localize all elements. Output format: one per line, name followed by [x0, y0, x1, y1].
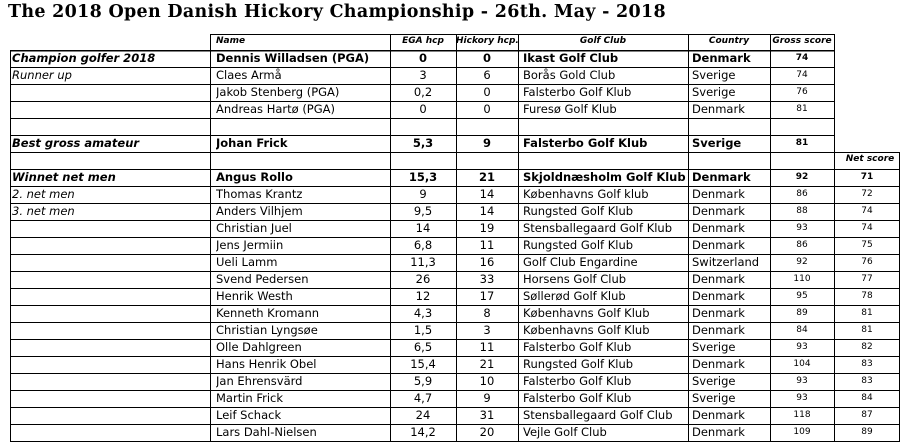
- header-hickory-hcp: Hickory hcp.: [456, 36, 519, 46]
- row-gross-score: 92: [795, 172, 809, 182]
- row-golf-club: Falsterbo Golf Klub: [523, 136, 648, 150]
- row-gross-score: 109: [793, 427, 811, 437]
- row-name: Anders Vilhjem: [216, 204, 303, 218]
- row-golf-club: Falsterbo Golf Klub: [523, 391, 632, 405]
- row-gross-score: 89: [796, 308, 808, 318]
- row-hickory-hcp: 31: [479, 408, 495, 422]
- row-category: 2. net men: [12, 187, 75, 201]
- row-ega-hcp: 0,2: [413, 85, 433, 99]
- row-gross-score: 92: [796, 257, 808, 267]
- row-ega-hcp: 15,4: [410, 357, 436, 371]
- row-ega-hcp: 0: [418, 51, 427, 65]
- header-country: Country: [708, 36, 750, 46]
- row-golf-club: Horsens Golf Club: [523, 272, 627, 286]
- row-name: Johan Frick: [216, 136, 288, 150]
- row-country: Denmark: [692, 187, 745, 201]
- row-hickory-hcp: 16: [479, 255, 495, 269]
- row-net-score: 84: [861, 393, 873, 403]
- row-name: Martin Frick: [216, 391, 284, 405]
- row-ega-hcp: 6,5: [413, 340, 433, 354]
- row-ega-hcp: 0: [419, 102, 427, 116]
- row-ega-hcp: 5,3: [412, 136, 434, 150]
- row-name: Jens Jermiin: [216, 238, 284, 252]
- row-name: Jakob Stenberg (PGA): [216, 85, 340, 99]
- row-gross-score: 93: [796, 342, 808, 352]
- row-name: Thomas Krantz: [216, 187, 303, 201]
- row-name: Christian Juel: [216, 221, 292, 235]
- row-hickory-hcp: 10: [479, 374, 495, 388]
- row-gross-score: 93: [796, 223, 808, 233]
- row-country: Denmark: [692, 306, 745, 320]
- row-gross-score: 74: [795, 53, 809, 63]
- row-category: Winnet net men: [12, 170, 116, 184]
- row-gross-score: 81: [796, 104, 808, 114]
- row-country: Denmark: [692, 204, 745, 218]
- row-ega-hcp: 11,3: [410, 255, 436, 269]
- row-ega-hcp: 14: [415, 221, 431, 235]
- page-title: The 2018 Open Danish Hickory Championship - 26th. May - 2018: [8, 2, 666, 22]
- header-net-score: Net score: [845, 154, 895, 164]
- row-hickory-hcp: 0: [483, 102, 491, 116]
- row-country: Denmark: [692, 425, 745, 439]
- row-ega-hcp: 15,3: [408, 170, 438, 184]
- row-ega-hcp: 24: [415, 408, 431, 422]
- row-category: 3. net men: [12, 204, 75, 218]
- row-net-score: 76: [861, 257, 873, 267]
- row-country: Denmark: [692, 289, 745, 303]
- row-hickory-hcp: 9: [483, 391, 491, 405]
- row-name: Jan Ehrensvärd: [216, 374, 303, 388]
- row-category: Champion golfer 2018: [12, 51, 156, 65]
- row-golf-club: Falsterbo Golf Klub: [523, 340, 632, 354]
- row-gross-score: 86: [796, 240, 808, 250]
- row-golf-club: Falsterbo Golf Klub: [523, 374, 632, 388]
- row-golf-club: Rungsted Golf Klub: [523, 357, 634, 371]
- row-name: Lars Dahl-Nielsen: [216, 425, 317, 439]
- row-ega-hcp: 9,5: [413, 204, 433, 218]
- row-hickory-hcp: 11: [479, 238, 495, 252]
- row-name: Christian Lyngsøe: [216, 323, 318, 337]
- row-net-score: 83: [861, 359, 873, 369]
- row-gross-score: 88: [796, 206, 808, 216]
- row-net-score: 81: [861, 308, 873, 318]
- row-golf-club: Skjoldnæsholm Golf Klub: [523, 170, 686, 184]
- row-gross-score: 84: [796, 325, 808, 335]
- row-name: Dennis Willadsen (PGA): [216, 51, 370, 65]
- row-hickory-hcp: 9: [482, 136, 491, 150]
- row-net-score: 81: [861, 325, 873, 335]
- row-hickory-hcp: 20: [479, 425, 495, 439]
- row-country: Sverige: [692, 391, 736, 405]
- row-hickory-hcp: 11: [479, 340, 495, 354]
- row-hickory-hcp: 21: [478, 170, 495, 184]
- row-hickory-hcp: 3: [483, 323, 491, 337]
- row-name: Henrik Westh: [216, 289, 293, 303]
- row-golf-club: Ikast Golf Club: [523, 51, 619, 65]
- row-golf-club: Falsterbo Golf Klub: [523, 85, 632, 99]
- row-country: Sverige: [692, 340, 736, 354]
- row-country: Denmark: [692, 408, 745, 422]
- row-name: Kenneth Kromann: [216, 306, 320, 320]
- row-country: Denmark: [692, 221, 745, 235]
- row-net-score: 74: [861, 206, 873, 216]
- row-ega-hcp: 12: [415, 289, 431, 303]
- row-net-score: 78: [861, 291, 873, 301]
- row-name: Angus Rollo: [216, 170, 293, 184]
- row-net-score: 83: [861, 376, 873, 386]
- row-net-score: 77: [861, 274, 873, 284]
- row-hickory-hcp: 8: [483, 306, 491, 320]
- row-golf-club: Rungsted Golf Klub: [523, 238, 634, 252]
- row-category: Best gross amateur: [12, 136, 140, 150]
- row-golf-club: Borås Gold Club: [523, 68, 616, 82]
- row-name: Leif Schack: [216, 408, 282, 422]
- row-ega-hcp: 26: [415, 272, 431, 286]
- row-country: Sverige: [692, 374, 736, 388]
- row-golf-club: Stensballegaard Golf Klub: [523, 221, 673, 235]
- row-ega-hcp: 14,2: [410, 425, 436, 439]
- row-name: Ueli Lamm: [216, 255, 278, 269]
- row-ega-hcp: 9: [419, 187, 427, 201]
- row-gross-score: 86: [796, 189, 808, 199]
- row-hickory-hcp: 14: [479, 187, 495, 201]
- row-golf-club: Stensballegaard Golf Club: [523, 408, 673, 422]
- row-country: Sverige: [692, 136, 742, 150]
- row-country: Sverige: [692, 85, 736, 99]
- row-gross-score: 104: [793, 359, 811, 369]
- row-country: Denmark: [692, 102, 745, 116]
- row-net-score: 74: [861, 223, 873, 233]
- row-golf-club: Københavns Golf klub: [523, 187, 649, 201]
- row-net-score: 87: [861, 410, 873, 420]
- row-country: Denmark: [692, 170, 751, 184]
- row-golf-club: Søllerød Golf Klub: [523, 289, 626, 303]
- row-name: Andreas Hartø (PGA): [216, 102, 336, 116]
- row-name: Olle Dahlgreen: [216, 340, 302, 354]
- row-category: Runner up: [12, 68, 72, 82]
- row-ega-hcp: 4,7: [413, 391, 433, 405]
- row-golf-club: Rungsted Golf Klub: [523, 204, 634, 218]
- row-gross-score: 110: [793, 274, 811, 284]
- row-gross-score: 74: [796, 70, 808, 80]
- row-gross-score: 81: [795, 138, 809, 148]
- row-golf-club: Golf Club Engardine: [523, 255, 638, 269]
- row-gross-score: 93: [796, 393, 808, 403]
- row-gross-score: 93: [796, 376, 808, 386]
- row-golf-club: Københavns Golf Klub: [523, 323, 650, 337]
- header-name: Name: [216, 36, 246, 46]
- row-country: Denmark: [692, 323, 745, 337]
- header-golf-club: Golf Club: [579, 36, 627, 46]
- row-hickory-hcp: 17: [479, 289, 495, 303]
- row-country: Denmark: [692, 51, 751, 65]
- row-ega-hcp: 4,3: [413, 306, 433, 320]
- row-gross-score: 76: [796, 87, 808, 97]
- row-golf-club: Vejle Golf Club: [523, 425, 607, 439]
- row-country: Denmark: [692, 238, 745, 252]
- row-country: Denmark: [692, 272, 745, 286]
- row-net-score: 72: [861, 189, 873, 199]
- row-net-score: 89: [861, 427, 873, 437]
- row-hickory-hcp: 6: [483, 68, 491, 82]
- row-ega-hcp: 5,9: [413, 374, 433, 388]
- row-country: Sverige: [692, 68, 736, 82]
- row-net-score: 75: [861, 240, 873, 250]
- row-name: Svend Pedersen: [216, 272, 309, 286]
- row-hickory-hcp: 21: [479, 357, 495, 371]
- row-net-score: 82: [861, 342, 873, 352]
- header-ega-hcp: EGA hcp: [402, 36, 444, 46]
- row-hickory-hcp: 33: [479, 272, 495, 286]
- row-net-score: 71: [860, 172, 874, 182]
- row-country: Denmark: [692, 357, 745, 371]
- row-gross-score: 95: [796, 291, 808, 301]
- row-name: Hans Henrik Obel: [216, 357, 317, 371]
- row-hickory-hcp: 0: [482, 51, 491, 65]
- row-country: Switzerland: [692, 255, 760, 269]
- row-ega-hcp: 1,5: [413, 323, 433, 337]
- row-gross-score: 118: [793, 410, 811, 420]
- header-gross-score: Gross score: [772, 36, 832, 46]
- row-ega-hcp: 3: [419, 68, 427, 82]
- row-golf-club: Københavns Golf Klub: [523, 306, 650, 320]
- row-golf-club: Furesø Golf Klub: [523, 102, 617, 116]
- row-name: Claes Armå: [216, 68, 282, 82]
- row-hickory-hcp: 19: [479, 221, 495, 235]
- row-hickory-hcp: 14: [479, 204, 495, 218]
- row-ega-hcp: 6,8: [413, 238, 433, 252]
- row-hickory-hcp: 0: [483, 85, 491, 99]
